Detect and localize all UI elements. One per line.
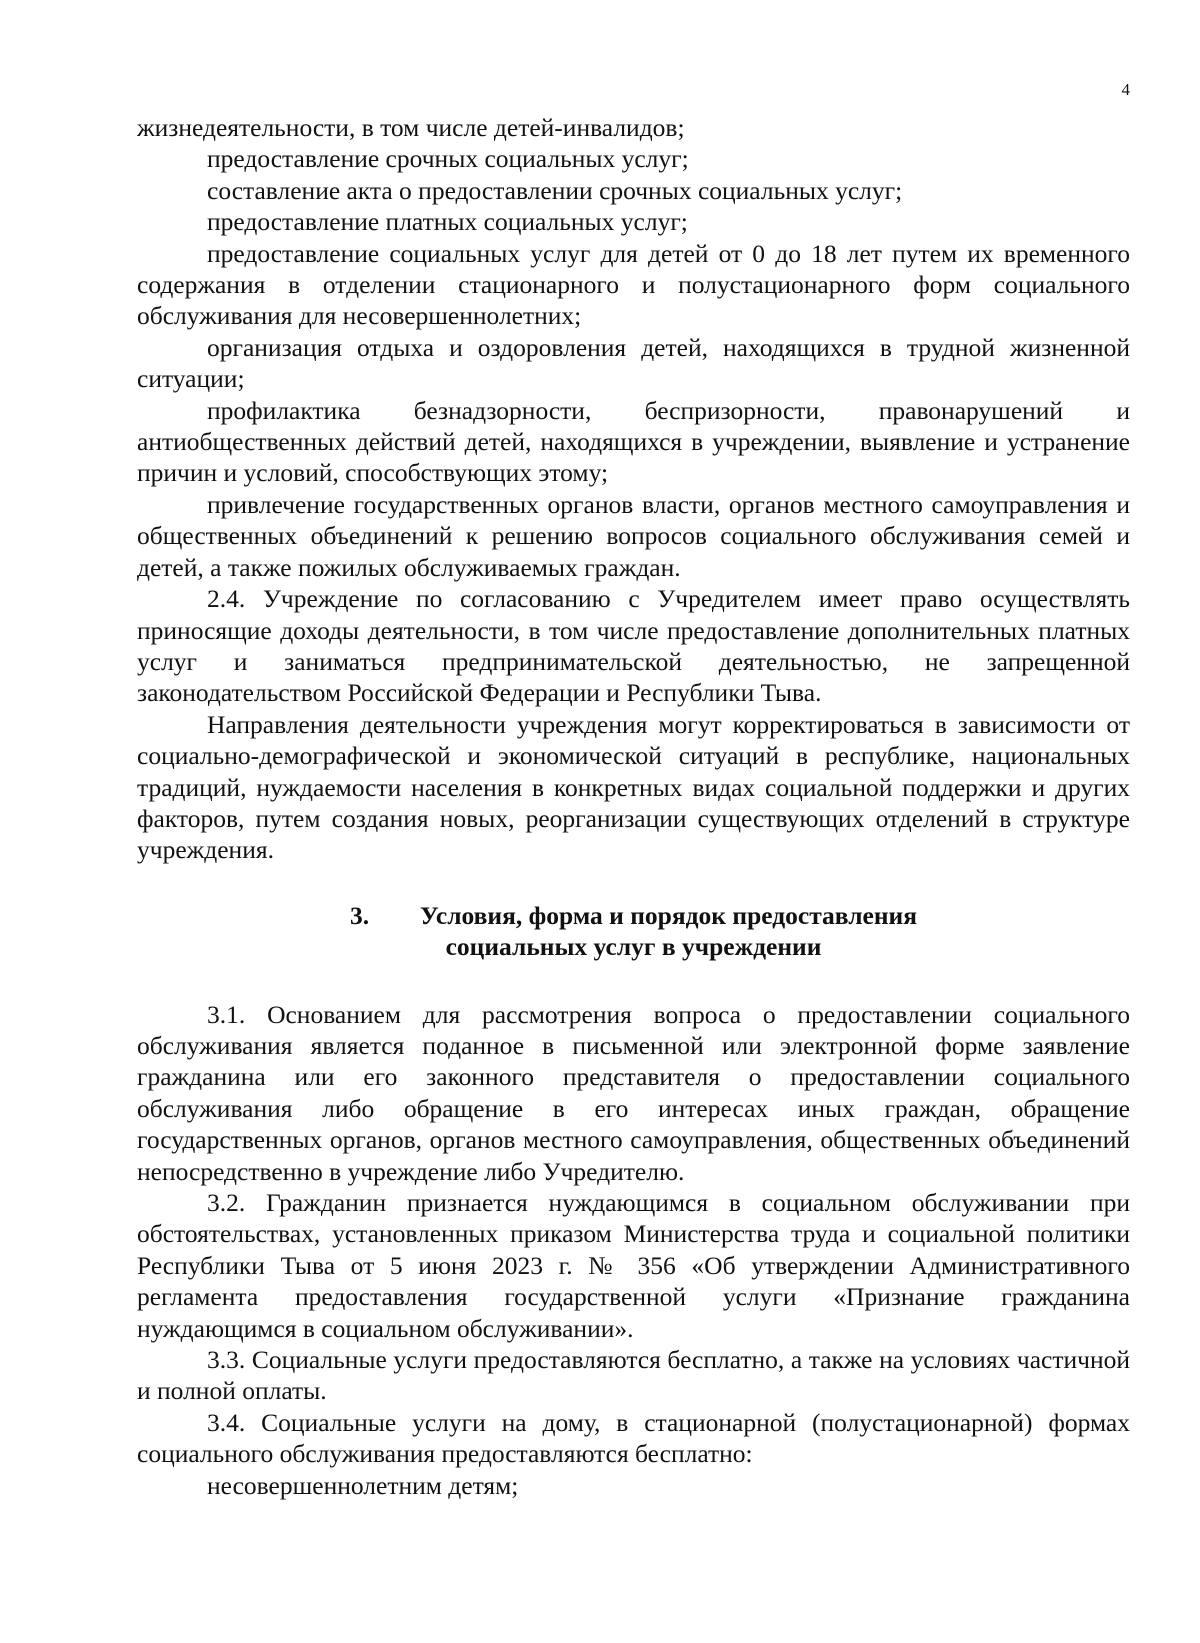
paragraph: Направления деятельности учреждения могут корректироваться в зависимости от социально-демографической и экономической ситуаций в республике, национальных традиций, нуждаемости населения в конкретных видах социальной поддержки и других факторов, путем создания новых, реорганизации существующих отделений в структуре учреждения. [137, 709, 1130, 865]
paragraph: предоставление социальных услуг для детей от 0 до 18 лет путем их временного содержания в отделении стационарного и полустационарного форм социального обслуживания для несовершеннолетних; [137, 238, 1130, 331]
paragraph: организация отдыха и оздоровления детей, находящихся в трудной жизненной ситуации; [137, 332, 1130, 394]
section-title-part-1: Условия, форма и порядок предоставления [419, 900, 918, 930]
paragraph: 3.3. Социальные услуги предоставляются бесплатно, а также на условиях частичной и полной оплаты. [137, 1345, 1130, 1406]
paragraph: предоставление платных социальных услуг; [207, 207, 688, 237]
section-number: 3. [349, 900, 370, 930]
paragraph: 3.1. Основанием для рассмотрения вопроса о предоставлении социального обслуживания является поданное в письменной или электронной форме заявление гражданина или его законного представителя о предоставлении социального обслуживания либо обращение в его интересах иных граждан, обращение государственных органов, органов местного самоуправления, общественных объединений непосредственно в учреждение либо Учредителю. [137, 999, 1130, 1186]
paragraph: 3.4. Социальные услуги на дому, в стационарной (полустационарной) формах социального обслуживания предоставляются бесплатно: [137, 1407, 1130, 1469]
paragraph: несовершеннолетним детям; [207, 1470, 519, 1500]
paragraph: предоставление срочных социальных услуг; [207, 144, 689, 174]
paragraph: жизнедеятельности, в том числе детей-инвалидов; [137, 113, 685, 142]
paragraphs-before-section [137, 112, 1130, 866]
paragraphs-after-section [137, 999, 1130, 1502]
paragraph: 3.2. Гражданин признается нуждающимся в социальном обслуживании при обстоятельствах, установленных приказом Министерства труда и социальной политики Республики Тыва от 5 июня 2023 г. № 356 «Об утверждении Административного регламента предоставления государственной услуги «Признание гражданина нуждающимся в социальном обслуживании». [137, 1188, 1130, 1343]
section-heading-line-2 [137, 931, 1130, 962]
section-title-part-2: социальных услуг в учреждении [445, 932, 822, 962]
section-heading-line-1 [137, 900, 1130, 931]
paragraph: профилактика безнадзорности, беспризорности, правонарушений и антиобщественных действий детей, находящихся в учреждении, выявление и устранение причин и условий, способствующих этому; [137, 395, 1130, 488]
paragraph: составление акта о предоставлении срочных социальных услуг; [207, 175, 903, 205]
section-heading [137, 900, 1130, 963]
page-number: 4 [1121, 80, 1130, 99]
paragraph: 2.4. Учреждение по согласованию с Учредителем имеет право осуществлять приносящие доходы деятельности, в том числе предоставление дополнительных платных услуг и заниматься предпринимательской деятельностью, не запрещенной законодательством Российской Федерации и Республики Тыва. [137, 584, 1130, 708]
paragraph: привлечение государственных органов власти, органов местного самоуправления и общественных объединений к решению вопросов социального обслуживания семей и детей, а также пожилых обслуживаемых граждан. [137, 489, 1130, 582]
document-body [137, 112, 1130, 1501]
